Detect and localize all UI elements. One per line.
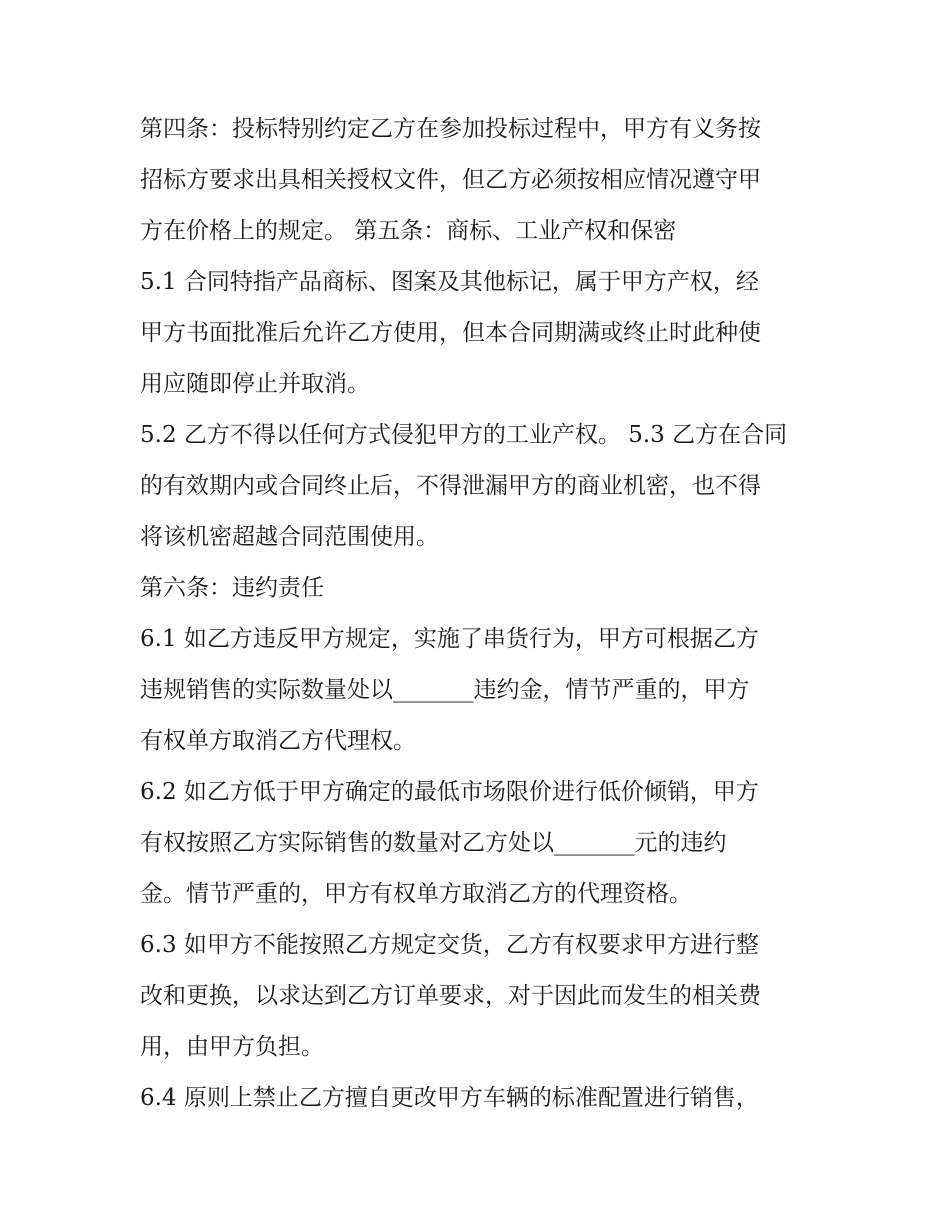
text-line: 有权按照乙方实际销售的数量对乙方处以_______元的违约 xyxy=(140,830,727,856)
text-line: 5.1 合同特指产品商标、图案及其他标记，属于甲方产权，经 xyxy=(140,269,759,295)
text-line: 方在价格上的规定。 第五条：商标、工业产权和保密 xyxy=(140,218,677,244)
text-line: 违规销售的实际数量处以_______违约金，情节严重的，甲方 xyxy=(140,677,750,703)
text-line: 改和更换，以求达到乙方订单要求，对于因此而发生的相关费 xyxy=(140,983,761,1009)
text-line: 第六条：违约责任 xyxy=(140,575,324,601)
text-line: 6.2 如乙方低于甲方确定的最低市场限价进行低价倾销，甲方 xyxy=(140,779,759,805)
text-line: 招标方要求出具相关授权文件，但乙方必须按相应情况遵守甲 xyxy=(140,167,761,193)
text-line: 有权单方取消乙方代理权。 xyxy=(140,728,416,754)
text-line: 5.2 乙方不得以任何方式侵犯甲方的工业产权。 5.3 乙方在合同 xyxy=(140,422,788,448)
text-line: 金。情节严重的，甲方有权单方取消乙方的代理资格。 xyxy=(140,881,692,907)
document-body xyxy=(140,104,830,1124)
text-line: 第四条：投标特别约定乙方在参加投标过程中，甲方有义务按 xyxy=(140,116,761,142)
text-line: 的有效期内或合同终止后，不得泄漏甲方的商业机密，也不得 xyxy=(140,473,761,499)
text-line: 用，由甲方负担。 xyxy=(140,1034,324,1060)
text-line: 将该机密超越合同范围使用。 xyxy=(140,524,439,550)
text-line: 6.1 如乙方违反甲方规定，实施了串货行为，甲方可根据乙方 xyxy=(140,626,759,652)
text-line: 6.4 原则上禁止乙方擅自更改甲方车辆的标准配置进行销售， xyxy=(140,1085,759,1111)
text-line: 甲方书面批准后允许乙方使用，但本合同期满或终止时此种使 xyxy=(140,320,761,346)
text-line: 用应随即停止并取消。 xyxy=(140,371,370,397)
text-line: 6.3 如甲方不能按照乙方规定交货，乙方有权要求甲方进行整 xyxy=(140,932,759,958)
